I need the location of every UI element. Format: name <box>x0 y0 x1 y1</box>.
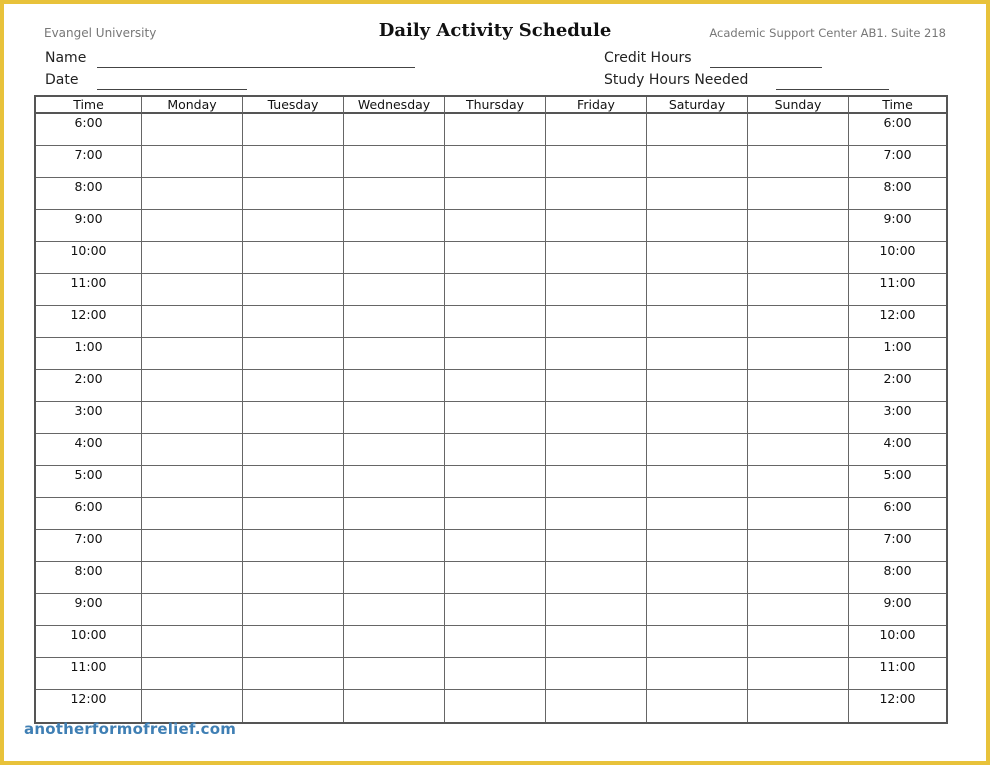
schedule-cell[interactable] <box>142 498 243 530</box>
column-header: Friday <box>546 97 647 114</box>
schedule-cell[interactable] <box>647 434 748 466</box>
schedule-cell[interactable] <box>546 306 647 338</box>
schedule-cell[interactable] <box>647 690 748 722</box>
time-label-right: 6:00 <box>849 114 946 146</box>
schedule-cell[interactable] <box>445 338 546 370</box>
schedule-cell[interactable] <box>445 498 546 530</box>
schedule-cell[interactable] <box>546 690 647 722</box>
schedule-cell[interactable] <box>243 274 344 306</box>
schedule-cell[interactable] <box>344 530 445 562</box>
schedule-cell[interactable] <box>344 210 445 242</box>
schedule-cell[interactable] <box>445 370 546 402</box>
time-label-left: 1:00 <box>36 338 142 370</box>
time-label-right: 9:00 <box>849 594 946 626</box>
schedule-cell[interactable] <box>546 146 647 178</box>
schedule-cell[interactable] <box>647 626 748 658</box>
schedule-cell[interactable] <box>445 210 546 242</box>
time-label-left: 12:00 <box>36 306 142 338</box>
schedule-table <box>34 95 948 724</box>
column-header: Wednesday <box>344 97 445 114</box>
schedule-cell[interactable] <box>243 434 344 466</box>
time-label-right: 3:00 <box>849 402 946 434</box>
schedule-cell[interactable] <box>142 242 243 274</box>
schedule-cell[interactable] <box>647 658 748 690</box>
schedule-cell[interactable] <box>142 178 243 210</box>
schedule-cell[interactable] <box>445 114 546 146</box>
schedule-cell[interactable] <box>243 626 344 658</box>
schedule-cell[interactable] <box>344 370 445 402</box>
schedule-cell[interactable] <box>546 658 647 690</box>
schedule-cell[interactable] <box>546 530 647 562</box>
schedule-cell[interactable] <box>344 466 445 498</box>
schedule-cell[interactable] <box>546 274 647 306</box>
schedule-cell[interactable] <box>748 306 849 338</box>
schedule-cell[interactable] <box>142 306 243 338</box>
time-label-right: 12:00 <box>849 306 946 338</box>
schedule-cell[interactable] <box>445 434 546 466</box>
time-label-left: 11:00 <box>36 658 142 690</box>
schedule-cell[interactable] <box>546 434 647 466</box>
column-header: Tuesday <box>243 97 344 114</box>
schedule-cell[interactable] <box>243 146 344 178</box>
time-label-right: 10:00 <box>849 626 946 658</box>
time-label-right: 11:00 <box>849 274 946 306</box>
schedule-cell[interactable] <box>142 562 243 594</box>
schedule-cell[interactable] <box>243 114 344 146</box>
schedule-cell[interactable] <box>243 658 344 690</box>
schedule-cell[interactable] <box>647 274 748 306</box>
schedule-cell[interactable] <box>344 626 445 658</box>
university-name: Evangel University <box>44 26 157 40</box>
schedule-cell[interactable] <box>748 690 849 722</box>
schedule-cell[interactable] <box>243 242 344 274</box>
schedule-cell[interactable] <box>546 626 647 658</box>
time-label-left: 10:00 <box>36 626 142 658</box>
schedule-cell[interactable] <box>142 594 243 626</box>
schedule-cell[interactable] <box>647 498 748 530</box>
schedule-cell[interactable] <box>647 178 748 210</box>
schedule-cell[interactable] <box>243 530 344 562</box>
schedule-cell[interactable] <box>243 210 344 242</box>
schedule-cell[interactable] <box>748 178 849 210</box>
name-field-line[interactable] <box>97 67 415 68</box>
schedule-cell[interactable] <box>647 114 748 146</box>
time-label-left: 12:00 <box>36 690 142 722</box>
schedule-cell[interactable] <box>647 402 748 434</box>
schedule-cell[interactable] <box>142 114 243 146</box>
time-label-left: 5:00 <box>36 466 142 498</box>
schedule-cell[interactable] <box>344 114 445 146</box>
schedule-cell[interactable] <box>344 338 445 370</box>
column-header: Saturday <box>647 97 748 114</box>
schedule-cell[interactable] <box>344 562 445 594</box>
schedule-cell[interactable] <box>445 690 546 722</box>
schedule-cell[interactable] <box>748 274 849 306</box>
schedule-cell[interactable] <box>445 626 546 658</box>
time-label-left: 2:00 <box>36 370 142 402</box>
schedule-cell[interactable] <box>344 434 445 466</box>
column-header: Time <box>36 97 142 114</box>
schedule-cell[interactable] <box>243 338 344 370</box>
time-label-left: 3:00 <box>36 402 142 434</box>
study-hours-label: Study Hours Needed <box>604 72 749 88</box>
time-label-right: 4:00 <box>849 434 946 466</box>
time-label-left: 10:00 <box>36 242 142 274</box>
schedule-cell[interactable] <box>142 530 243 562</box>
schedule-cell[interactable] <box>142 370 243 402</box>
schedule-cell[interactable] <box>243 498 344 530</box>
schedule-cell[interactable] <box>243 178 344 210</box>
schedule-cell[interactable] <box>243 370 344 402</box>
schedule-cell[interactable] <box>546 338 647 370</box>
schedule-cell[interactable] <box>445 306 546 338</box>
schedule-cell[interactable] <box>748 338 849 370</box>
schedule-cell[interactable] <box>243 594 344 626</box>
watermark: anotherformofrelief.com <box>24 720 237 738</box>
schedule-cell[interactable] <box>445 402 546 434</box>
office-location: Academic Support Center AB1. Suite 218 <box>709 26 946 40</box>
time-label-left: 7:00 <box>36 530 142 562</box>
date-field-line[interactable] <box>97 89 247 90</box>
schedule-cell[interactable] <box>748 146 849 178</box>
schedule-cell[interactable] <box>142 466 243 498</box>
schedule-cell[interactable] <box>142 658 243 690</box>
time-label-right: 5:00 <box>849 466 946 498</box>
schedule-cell[interactable] <box>445 466 546 498</box>
schedule-cell[interactable] <box>546 114 647 146</box>
time-label-left: 7:00 <box>36 146 142 178</box>
column-header: Sunday <box>748 97 849 114</box>
schedule-cell[interactable] <box>344 690 445 722</box>
schedule-cell[interactable] <box>445 562 546 594</box>
schedule-cell[interactable] <box>748 498 849 530</box>
schedule-cell[interactable] <box>142 402 243 434</box>
schedule-cell[interactable] <box>748 594 849 626</box>
schedule-cell[interactable] <box>748 658 849 690</box>
schedule-cell[interactable] <box>344 498 445 530</box>
schedule-cell[interactable] <box>647 594 748 626</box>
schedule-cell[interactable] <box>344 274 445 306</box>
schedule-cell[interactable] <box>748 114 849 146</box>
time-label-right: 7:00 <box>849 530 946 562</box>
schedule-cell[interactable] <box>243 306 344 338</box>
time-label-left: 9:00 <box>36 210 142 242</box>
schedule-cell[interactable] <box>344 594 445 626</box>
schedule-cell[interactable] <box>748 466 849 498</box>
schedule-cell[interactable] <box>748 370 849 402</box>
time-label-right: 2:00 <box>849 370 946 402</box>
schedule-cell[interactable] <box>546 242 647 274</box>
schedule-cell[interactable] <box>445 530 546 562</box>
schedule-cell[interactable] <box>546 210 647 242</box>
time-label-right: 11:00 <box>849 658 946 690</box>
schedule-cell[interactable] <box>647 562 748 594</box>
schedule-cell[interactable] <box>344 402 445 434</box>
schedule-cell[interactable] <box>748 562 849 594</box>
schedule-cell[interactable] <box>142 434 243 466</box>
schedule-cell[interactable] <box>445 594 546 626</box>
schedule-cell[interactable] <box>445 242 546 274</box>
time-label-right: 1:00 <box>849 338 946 370</box>
schedule-cell[interactable] <box>546 594 647 626</box>
page-title: Daily Activity Schedule <box>378 20 612 41</box>
schedule-cell[interactable] <box>445 274 546 306</box>
schedule-cell[interactable] <box>243 690 344 722</box>
schedule-cell[interactable] <box>142 146 243 178</box>
schedule-cell[interactable] <box>647 338 748 370</box>
schedule-cell[interactable] <box>546 370 647 402</box>
schedule-cell[interactable] <box>445 178 546 210</box>
schedule-cell[interactable] <box>748 402 849 434</box>
schedule-cell[interactable] <box>748 626 849 658</box>
column-header: Thursday <box>445 97 546 114</box>
time-label-right: 6:00 <box>849 498 946 530</box>
schedule-cell[interactable] <box>445 146 546 178</box>
schedule-cell[interactable] <box>748 210 849 242</box>
schedule-cell[interactable] <box>647 530 748 562</box>
schedule-cell[interactable] <box>546 498 647 530</box>
schedule-cell[interactable] <box>546 178 647 210</box>
credit-hours-label: Credit Hours <box>604 50 692 66</box>
time-label-left: 6:00 <box>36 114 142 146</box>
schedule-cell[interactable] <box>344 242 445 274</box>
schedule-cell[interactable] <box>243 562 344 594</box>
schedule-cell[interactable] <box>546 466 647 498</box>
time-label-left: 6:00 <box>36 498 142 530</box>
schedule-cell[interactable] <box>647 242 748 274</box>
time-label-left: 4:00 <box>36 434 142 466</box>
time-label-right: 9:00 <box>849 210 946 242</box>
schedule-cell[interactable] <box>647 306 748 338</box>
schedule-cell[interactable] <box>344 306 445 338</box>
schedule-cell[interactable] <box>647 146 748 178</box>
schedule-cell[interactable] <box>142 690 243 722</box>
schedule-cell[interactable] <box>243 466 344 498</box>
time-label-left: 9:00 <box>36 594 142 626</box>
schedule-cell[interactable] <box>142 338 243 370</box>
schedule-cell[interactable] <box>748 242 849 274</box>
schedule-cell[interactable] <box>647 210 748 242</box>
credit-hours-field-line[interactable] <box>710 67 822 68</box>
time-label-left: 8:00 <box>36 562 142 594</box>
time-label-right: 10:00 <box>849 242 946 274</box>
column-header: Monday <box>142 97 243 114</box>
schedule-cell[interactable] <box>546 402 647 434</box>
name-label: Name <box>45 50 87 66</box>
schedule-cell[interactable] <box>344 146 445 178</box>
time-label-left: 11:00 <box>36 274 142 306</box>
schedule-cell[interactable] <box>647 370 748 402</box>
schedule-cell[interactable] <box>748 530 849 562</box>
schedule-cell[interactable] <box>647 466 748 498</box>
schedule-cell[interactable] <box>142 210 243 242</box>
schedule-cell[interactable] <box>243 402 344 434</box>
schedule-cell[interactable] <box>142 274 243 306</box>
schedule-cell[interactable] <box>546 562 647 594</box>
column-header: Time <box>849 97 946 114</box>
time-label-left: 8:00 <box>36 178 142 210</box>
schedule-cell[interactable] <box>142 626 243 658</box>
schedule-cell[interactable] <box>344 658 445 690</box>
time-label-right: 12:00 <box>879 691 916 706</box>
study-hours-field-line[interactable] <box>776 89 889 90</box>
time-label-right: 8:00 <box>849 562 946 594</box>
schedule-cell[interactable] <box>445 658 546 690</box>
schedule-cell[interactable] <box>344 178 445 210</box>
date-label: Date <box>45 72 79 88</box>
time-label-right: 7:00 <box>849 146 946 178</box>
schedule-cell[interactable] <box>748 434 849 466</box>
time-label-right: 8:00 <box>849 178 946 210</box>
